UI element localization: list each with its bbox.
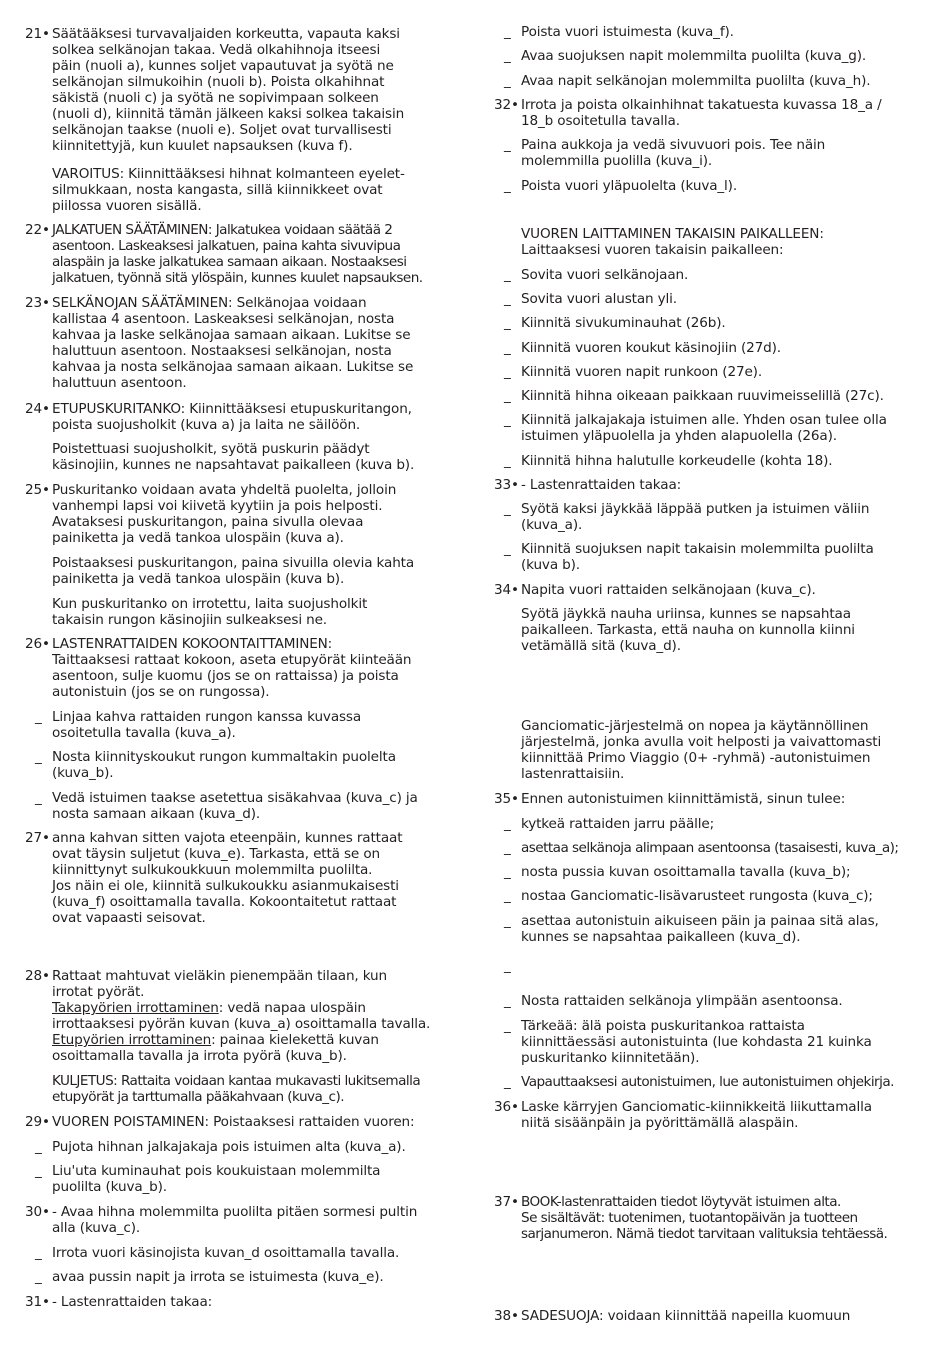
list-item-text: nosta pussia kuvan osoittamalla tavalla (kuva_b); (521, 864, 851, 880)
instruction-24 (25, 401, 465, 433)
instruction-text: anna kahvan sitten vajota eteenpäin, kunnes rattaat ovat täysin suljetut (kuva_e). Tarkasta, että se on kiinnittynyt sulkukoukkuun molemmilta puolilta. Jos näin ei ole, kiinnitä sulkukoukku asianmukaisesti (kuva_f) osoittamalla tavalla. Kokoontaitetut rattaat ovat vapaasti seisovat. (52, 830, 403, 926)
step-number: 28• (25, 968, 50, 984)
list-item (494, 315, 929, 331)
instruction-25 (25, 482, 465, 546)
list-bullet: _ (504, 412, 511, 428)
instruction-text: Laske kärryjen Ganciomatic-kiinnikkeitä liikuttamalla niitä sisäänpäin ja pyörittämällä alaspäin. (521, 1099, 872, 1131)
list-item-text: avaa pussin napit ja irrota se istuimesta (kuva_e). (52, 1269, 384, 1285)
list-item-text: Kiinnitä vuoren koukut käsinojiin (27d). (521, 340, 781, 356)
list-item (494, 888, 929, 904)
instruction-text: Irrota ja poista olkainhihnat takatuesta kuvassa 18_a / 18_b osoitetulla tavalla. (521, 97, 882, 129)
list-item-text: kytkeä rattaiden jarru päälle; (521, 816, 715, 832)
list-bullet: _ (504, 340, 511, 356)
list-bullet: _ (504, 267, 511, 283)
instruction-26 (25, 636, 465, 700)
list-bullet: _ (504, 453, 511, 469)
step-number: 29• (25, 1114, 50, 1130)
instruction-32 (494, 97, 929, 129)
list-item-text: Tärkeää: älä poista puskuritankoa rattaista kiinnittäessäsi autonistuinta (lue kohdasta 21 kuinka puskuritanko kiinnitetään). (521, 1018, 872, 1066)
list-item-text: asettaa autonistuin aikuiseen päin ja painaa sitä alas, kunnes se napsahtaa paikalleen (kuva_d). (521, 913, 879, 945)
paragraph-text: Poistettuasi suojusholkit, syötä puskurin päädyt käsinojiin, kunnes ne napsahtavat paikalleen (kuva b). (52, 441, 415, 473)
paragraph-text: Ganciomatic-järjestelmä on nopea ja käytännöllinen järjestelmä, jonka avulla voit helposti ja vaivattomasti kiinnittää Primo Viaggio (0+ -ryhmä) -autonistuimen lastenrattaisiin. (521, 718, 882, 782)
list-item-text: Kiinnitä hihna halutulle korkeudelle (kohta 18). (521, 453, 833, 469)
paragraph-text (52, 1032, 465, 1064)
list-item (494, 864, 929, 880)
warning-text: VAROITUS: Kiinnittääksesi hihnat kolmanteen eyelet- silmukkaan, nosta kangasta, sillä kiinnikkeet ovat piilossa vuoren sisällä. (52, 166, 405, 214)
instruction-38 (494, 1308, 929, 1324)
instruction-text: Ennen autonistuimen kiinnittämistä, sinun tulee: (521, 791, 846, 807)
list-bullet: _ (504, 178, 511, 194)
list-bullet: _ (504, 315, 511, 331)
list-bullet: _ (504, 364, 511, 380)
underlined-heading: Etupyörien irrottaminen (52, 1032, 212, 1048)
list-item (494, 178, 929, 194)
instruction-text: ETUPUSKURITANKO: Kiinnittääksesi etupuskuritangon, poista suojusholkit (kuva a) ja laita ne säilöön. (52, 401, 412, 433)
list-item (25, 1269, 465, 1285)
step-number: 34• (494, 582, 519, 598)
list-item (494, 267, 929, 283)
list-bullet: _ (504, 816, 511, 832)
list-item-text: asettaa selkänoja alimpaan asentoonsa (tasaisesti, kuva_a); (521, 840, 899, 856)
list-item-text: Sovita vuori selkänojaan. (521, 267, 689, 283)
instruction-text: Rattaat mahtuvat vieläkin pienempään tilaan, kun irrotat pyörät. (52, 968, 387, 1000)
list-item-text: Vedä istuimen taakse asetettua sisäkahvaa (kuva_c) ja nosta samaan aikaan (kuva_d). (52, 790, 418, 822)
list-bullet: _ (504, 48, 511, 64)
list-item (494, 913, 929, 945)
instruction-23 (25, 295, 465, 391)
instruction-29 (25, 1114, 465, 1130)
step-number: 31• (25, 1294, 50, 1310)
instruction-37 (494, 1194, 929, 1242)
list-bullet: _ (504, 137, 511, 153)
list-item-text: Syötä kaksi jäykkää läppää putken ja istuimen väliin (kuva_a). (521, 501, 870, 533)
step-number: 36• (494, 1099, 519, 1115)
list-item-text: Paina aukkoja ja vedä sivuvuori pois. Tee näin molemmilla puolilla (kuva_i). (521, 137, 826, 169)
paragraph-text (52, 1000, 465, 1032)
list-bullet: _ (504, 993, 511, 1009)
instruction-text: - Lastenrattaiden takaa: (52, 1294, 213, 1310)
list-bullet: _ (504, 24, 511, 40)
list-item-text: Avaa napit selkänojan molemmilta puolilta (kuva_h). (521, 73, 871, 89)
paragraph (25, 1073, 465, 1105)
paragraph (25, 1032, 465, 1064)
list-item-text: Kiinnitä hihna oikeaan paikkaan ruuvimeisselillä (27c). (521, 388, 884, 404)
intro-paragraph (494, 718, 929, 782)
instruction-28 (25, 968, 465, 1000)
step-number: 33• (494, 477, 519, 493)
rear-wheel-text: : vedä napaa ulospäin irrottaaksesi pyörän kuvan (kuva_a) osoittamalla tavalla. (52, 1000, 431, 1032)
paragraph (25, 596, 465, 628)
list-item (494, 1074, 929, 1090)
list-bullet: _ (35, 1139, 42, 1155)
list-item-text: Poista vuori istuimesta (kuva_f). (521, 24, 734, 40)
list-item-text: Nosta kiinnityskoukut rungon kummaltakin puolelta (kuva_b). (52, 749, 396, 781)
step-number: 25• (25, 482, 50, 498)
paragraph (25, 555, 465, 587)
step-number: 24• (25, 401, 50, 417)
list-item (494, 137, 929, 169)
section-heading-text: VUOREN LAITTAMINEN TAKAISIN PAIKALLEEN: Laittaaksesi vuoren takaisin paikalleen: (521, 226, 824, 258)
list-item (25, 709, 465, 741)
list-bullet: _ (504, 541, 511, 557)
paragraph (25, 441, 465, 473)
list-item (494, 364, 929, 380)
paragraph-text: Kun puskuritanko on irrotettu, laita suojusholkit takaisin rungon käsinojiin sulkeaksesi ne. (52, 596, 368, 628)
list-item-text: Liu'uta kuminauhat pois koukuistaan molemmilta puolilta (kuva_b). (52, 1163, 381, 1195)
list-item (494, 48, 929, 64)
instruction-text: Napita vuori rattaiden selkänojaan (kuva_c). (521, 582, 816, 598)
list-item-text: Sovita vuori alustan yli. (521, 291, 677, 307)
section-heading (494, 226, 929, 258)
instruction-27 (25, 830, 465, 926)
list-item-text: Vapauttaaksesi autonistuimen, lue autonistuimen ohjekirja. (521, 1074, 894, 1090)
list-item (25, 1163, 465, 1195)
list-item (494, 501, 929, 533)
list-bullet: _ (35, 1245, 42, 1261)
instruction-34 (494, 582, 929, 598)
instruction-text: BOOK-lastenrattaiden tiedot löytyvät istuimen alta. Se sisältävät: tuotenimen, tuotantopäivän ja tuotteen sarjanumeron. Nämä tiedot tarvitaan valituksia tehtäessä. (521, 1194, 888, 1242)
paragraph-text: Poistaaksesi puskuritangon, paina sivuilla olevia kahta painiketta ja vedä tankoa ulospäin (kuva b). (52, 555, 415, 587)
list-bullet: _ (504, 73, 511, 89)
step-number: 38• (494, 1308, 519, 1324)
instruction-30 (25, 1204, 465, 1236)
instruction-22 (25, 222, 465, 286)
list-item-text: Irrota vuori käsinojista kuvan_d osoittamalla tavalla. (52, 1245, 400, 1261)
paragraph-text: KULJETUS: Rattaita voidaan kantaa mukavasti lukitsemalla etupyörät ja tarttumalla pääkahvaan (kuva_c). (52, 1073, 421, 1105)
underlined-heading: Takapyörien irrottaminen (52, 1000, 219, 1016)
list-item (494, 24, 929, 40)
list-item (494, 73, 929, 89)
instruction-text: JALKATUEN SÄÄTÄMINEN: Jalkatukea voidaan säätää 2 asentoon. Laskeaksesi jalkatuen, paina kahta sivuvipua alaspäin ja laske jalkatukea samaan aikaan. Nostaaksesi jalkatuen, työnnä sitä ylöspäin, kunnes kuulet napsauksen. (52, 222, 423, 286)
paragraph (494, 606, 929, 654)
list-item (494, 453, 929, 469)
step-number: 22• (25, 222, 50, 238)
list-bullet: _ (504, 888, 511, 904)
list-item (494, 340, 929, 356)
list-item-text: Pujota hihnan jalkajakaja pois istuimen alta (kuva_a). (52, 1139, 406, 1155)
instruction-text: SADESUOJA: voidaan kiinnittää napeilla kuomuun (521, 1308, 851, 1324)
step-number: 26• (25, 636, 50, 652)
list-item-text: Nosta rattaiden selkänoja ylimpään asentoonsa. (521, 993, 843, 1009)
list-bullet: _ (504, 1074, 511, 1090)
list-item-text: Kiinnitä jalkajakaja istuimen alle. Yhden osan tulee olla istuimen yläpuolella ja yhden alapuolella (26a). (521, 412, 887, 444)
instruction-text: Säätääksesi turvavaljaiden korkeutta, vapauta kaksi solkea selkänojan takaa. Vedä olkahihnoja itseesi päin (nuoli a), kunnes soljet vapautuvat ja syötä ne selkänojan silmukoihin (nuoli b). Poista olkahihnat säkistä (nuoli c) ja syötä ne sopivimpaan solkeen (nuoli d), kiinnitä tämän jälkeen kaksi solkea takaisin selkänojan taakse (nuoli e). Soljet ovat turvallisesti kiinnitettyjä, kun kuulet napsauksen (kuva f). (52, 26, 405, 154)
list-bullet: _ (504, 388, 511, 404)
list-item-text: nostaa Ganciomatic-lisävarusteet rungosta (kuva_c); (521, 888, 873, 904)
list-bullet: _ (504, 291, 511, 307)
warning-paragraph (25, 166, 465, 214)
paragraph (25, 1000, 465, 1032)
list-item (494, 1018, 929, 1066)
step-number: 30• (25, 1204, 50, 1220)
list-bullet: _ (504, 501, 511, 517)
list-item (494, 412, 929, 444)
step-number: 21• (25, 26, 50, 42)
instruction-text: SELKÄNOJAN SÄÄTÄMINEN: Selkänojaa voidaan kallistaa 4 asentoon. Laskeaksesi selkänojan, nosta kahvaa ja laske selkänojaa samaan aikaan. Lukitse se haluttuun asentoon. Nostaaksesi selkänojan, nosta kahvaa ja nosta selkänojaa samaan aikaan. Lukitse se haluttuun asentoon. (52, 295, 414, 391)
step-number: 27• (25, 830, 50, 846)
instruction-35 (494, 791, 929, 807)
list-item (494, 388, 929, 404)
step-number: 35• (494, 791, 519, 807)
instruction-text: - Avaa hihna molemmilta puolilta pitäen sormesi pultin alla (kuva_c). (52, 1204, 418, 1236)
paragraph-text: Syötä jäykkä nauha uriinsa, kunnes se napsahtaa paikalleen. Tarkasta, että nauha on kunnolla kiinni vetämällä sitä (kuva_d). (521, 606, 855, 654)
list-bullet: _ (504, 913, 511, 929)
step-number: 32• (494, 97, 519, 113)
list-item (494, 993, 929, 1009)
list-bullet: _ (504, 840, 511, 856)
list-item (494, 541, 929, 573)
list-item (25, 790, 465, 822)
front-wheel-text: : painaa kielekettä kuvan osoittamalla tavalla ja irrota pyörä (kuva_b). (52, 1032, 379, 1064)
list-item-text: Kiinnitä suojuksen napit takaisin molemmilta puolilta (kuva b). (521, 541, 874, 573)
list-bullet: _ (35, 709, 42, 725)
list-item (494, 816, 929, 832)
instruction-text: VUOREN POISTAMINEN: Poistaaksesi rattaiden vuoren: (52, 1114, 415, 1130)
step-number: 23• (25, 295, 50, 311)
instruction-text: LASTENRATTAIDEN KOKOONTAITTAMINEN: Taittaaksesi rattaat kokoon, aseta etupyörät kiinteään asentoon, sulje kuomu (jos se on rattaissa) ja poista autonistuin (jos se on rungossa). (52, 636, 412, 700)
list-item (494, 291, 929, 307)
instruction-33 (494, 477, 929, 493)
list-item (25, 1139, 465, 1155)
instruction-text: - Lastenrattaiden takaa: (521, 477, 682, 493)
list-bullet: _ (35, 790, 42, 806)
step-number: 37• (494, 1194, 519, 1210)
list-bullet: _ (35, 1269, 42, 1285)
list-item-text: Kiinnitä sivukuminauhat (26b). (521, 315, 726, 331)
list-bullet: _ (504, 1018, 511, 1034)
list-item-text: Poista vuori yläpuolelta (kuva_l). (521, 178, 737, 194)
instruction-21 (25, 26, 465, 154)
instruction-text: Puskuritanko voidaan avata yhdeltä puolelta, jolloin vanhempi lapsi voi kiivetä kyytiin ja pois helposti. Avataksesi puskuritangon, paina sivulla olevaa painiketta ja vedä tankoa ulospäin (kuva a). (52, 482, 397, 546)
list-item (25, 749, 465, 781)
instruction-31 (25, 1294, 465, 1310)
list-bullet: _ (35, 749, 42, 765)
list-item (25, 1245, 465, 1261)
list-item-text: Kiinnitä vuoren napit runkoon (27e). (521, 364, 762, 380)
list-bullet: _ (504, 958, 511, 974)
list-item-text: Avaa suojuksen napit molemmilta puolilta (kuva_g). (521, 48, 867, 64)
instruction-36 (494, 1099, 929, 1131)
list-item-text: Linjaa kahva rattaiden rungon kanssa kuvassa osoitetulla tavalla (kuva_a). (52, 709, 362, 741)
list-bullet: _ (35, 1163, 42, 1179)
list-item (494, 840, 929, 856)
list-bullet: _ (504, 864, 511, 880)
